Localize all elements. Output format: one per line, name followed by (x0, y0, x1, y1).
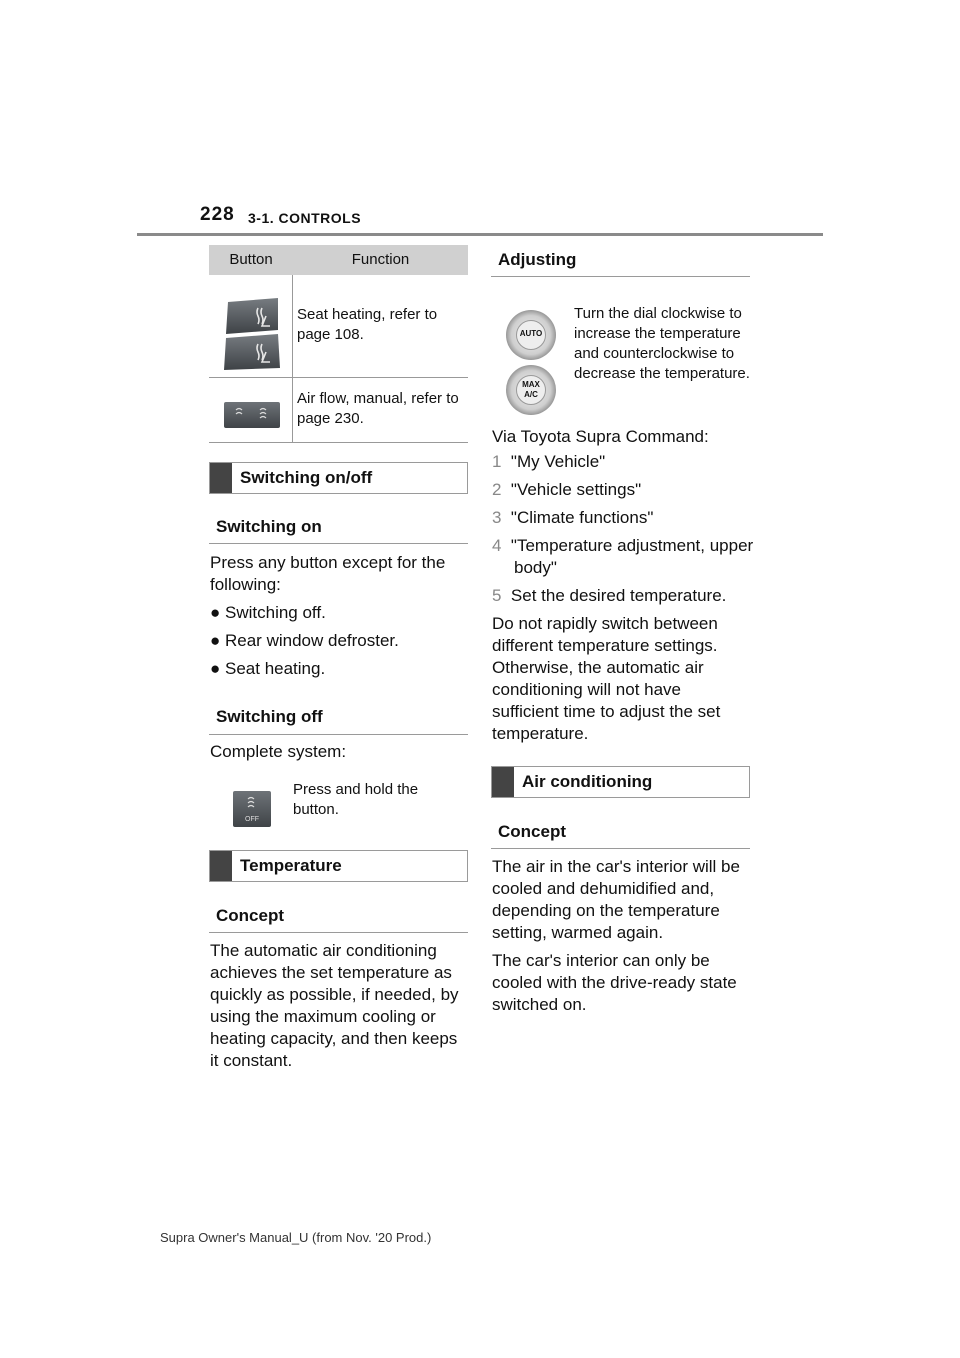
switching-on-title: Switching on (216, 517, 322, 536)
bullet-icon: ● (210, 659, 225, 678)
switching-off-rule (209, 734, 468, 735)
header-bar (210, 463, 232, 493)
footer-text: Supra Owner's Manual_U (from Nov. '20 Prod.) (160, 1230, 432, 1245)
air-conditioning-header (491, 766, 750, 798)
via-command-text: Via Toyota Supra Command: (492, 427, 709, 446)
col-function-header: Function (351, 251, 410, 268)
step-3: 3 "Climate functions" (492, 508, 654, 527)
adjusting-title: Adjusting (498, 250, 577, 269)
bullet-rear-defroster: ● Rear window defroster. (210, 631, 399, 650)
section-title: 3-1. CONTROLS (248, 210, 362, 226)
concept-rule-left (209, 932, 468, 933)
air-flow-icon (222, 400, 282, 430)
header-rule (137, 233, 823, 236)
temperature-title: Temperature (240, 856, 342, 875)
adjusting-rule (491, 276, 750, 277)
air-flow-function: Air flow, manual, refer to page 230. (297, 390, 459, 427)
step-1: 1 "My Vehicle" (492, 452, 606, 471)
step-5: 5 Set the desired temperature. (492, 586, 727, 605)
dial-instructions: Turn the dial clockwise to increase the temperature and counterclockwise to decrease the temperature. (574, 305, 750, 382)
ac-text-2: The car's interior can only be cooled with the drive-ready state switched on. (492, 951, 737, 1014)
complete-system-text: Complete system: (210, 742, 347, 761)
concept-title-right: Concept (498, 822, 566, 841)
table-row-divider (209, 377, 468, 378)
concept-title-left: Concept (216, 906, 284, 925)
concept-rule-right (491, 848, 750, 849)
auto-dial-icon: AUTO (506, 310, 556, 360)
warning-text: Do not rapidly switch between different temperature settings. Otherwise, the automatic air conditioning will not have sufficient time to adjust the set temperature. (492, 614, 721, 743)
max-ac-dial-icon: MAX A/C (506, 365, 556, 415)
col-button-header: Button (229, 251, 273, 268)
table-divider (292, 275, 293, 443)
switching-on-off-title: Switching on/off (240, 468, 373, 487)
table-header (209, 245, 468, 275)
step-2: 2 "Vehicle settings" (492, 480, 642, 499)
page-number: 228 (200, 204, 235, 225)
svg-text:OFF: OFF (245, 816, 259, 823)
seat-heating-icon (222, 296, 282, 372)
switching-on-text: Press any button except for the following: (210, 553, 446, 594)
bullet-switching-off: ● Switching off. (210, 603, 326, 622)
step-4: 4 "Temperature adjustment, upper body" (492, 536, 754, 577)
header-bar (210, 851, 232, 881)
switching-off-title: Switching off (216, 707, 323, 726)
seat-heating-function: Seat heating, refer to page 108. (297, 306, 438, 343)
table-bottom-rule (209, 442, 468, 443)
bullet-icon: ● (210, 631, 225, 650)
switching-on-rule (209, 543, 468, 544)
bullet-seat-heating: ● Seat heating. (210, 659, 326, 678)
off-button-icon (232, 790, 272, 828)
header-bar (492, 767, 514, 797)
bullet-icon: ● (210, 603, 225, 622)
press-hold-text: Press and hold the button. (293, 781, 419, 818)
temperature-header (209, 850, 468, 882)
switching-on-off-header (209, 462, 468, 494)
concept-text-left: The automatic air conditioning achieves the set temperature as quickly as possible, if needed, by using the maximum cooling or heating capacity, and then keeps it constant. (210, 941, 459, 1070)
air-conditioning-title: Air conditioning (522, 772, 653, 791)
ac-text-1: The air in the car's interior will be cooled and dehumidified and, depending on the temperature setting, warmed again. (492, 857, 740, 942)
